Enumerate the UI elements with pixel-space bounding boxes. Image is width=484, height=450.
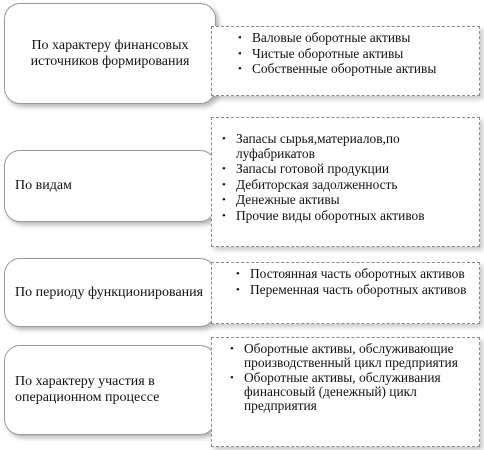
category-box bbox=[4, 3, 216, 104]
category-box bbox=[4, 150, 216, 222]
items-list bbox=[230, 267, 473, 297]
bullet-icon: • bbox=[236, 283, 240, 296]
category-box bbox=[4, 345, 216, 435]
category-box bbox=[4, 258, 216, 327]
bullet-icon: • bbox=[222, 163, 226, 175]
bullet-icon: • bbox=[230, 343, 234, 355]
bullet-icon: • bbox=[238, 63, 242, 75]
items-list bbox=[216, 132, 473, 223]
bullet-icon: • bbox=[238, 32, 242, 44]
list-item: • Запасы готовой продукции bbox=[222, 161, 390, 176]
category-label: По характеру участия в операционном процессе bbox=[15, 374, 160, 405]
list-item: • Прочие виды оборотных активов bbox=[222, 207, 425, 223]
items-box bbox=[211, 337, 480, 447]
category-label: По периоду функционирования bbox=[15, 284, 204, 300]
items-box bbox=[211, 117, 480, 247]
list-item: • Валовые оборотные активы bbox=[238, 30, 411, 45]
list-item: • Постоянная часть оборотных активов bbox=[236, 266, 465, 281]
bullet-icon: • bbox=[222, 209, 226, 222]
bullet-icon: • bbox=[238, 47, 242, 60]
bullet-icon: • bbox=[236, 268, 240, 280]
bullet-icon: • bbox=[222, 194, 226, 206]
category-label: По характеру финансовых источников формирования bbox=[30, 37, 190, 69]
items-list bbox=[232, 31, 473, 77]
items-list bbox=[224, 342, 473, 413]
bullet-icon: • bbox=[222, 133, 226, 145]
list-item: • Денежные активы bbox=[222, 192, 340, 207]
bullet-icon: • bbox=[230, 372, 234, 384]
list-item: • Собственные оборотные активы bbox=[238, 61, 437, 76]
list-item: • Оборотные активы, обслуживания финансовый (денежный) цикл предприятия bbox=[230, 370, 441, 413]
list-item: • Переменная часть оборотных активов bbox=[236, 281, 467, 297]
list-item: • Оборотные активы, обслуживающие производственный цикл предприятия bbox=[230, 341, 458, 370]
category-label: По видам bbox=[15, 178, 72, 193]
list-item: • Чистые оборотные активы bbox=[238, 45, 404, 61]
bullet-icon: • bbox=[222, 178, 226, 191]
items-box bbox=[211, 262, 480, 324]
list-item: • Дебиторская задолженность bbox=[222, 176, 398, 192]
items-box bbox=[211, 26, 480, 96]
list-item: • Запасы сырья,материалов,по луфабрикатов bbox=[222, 131, 400, 161]
